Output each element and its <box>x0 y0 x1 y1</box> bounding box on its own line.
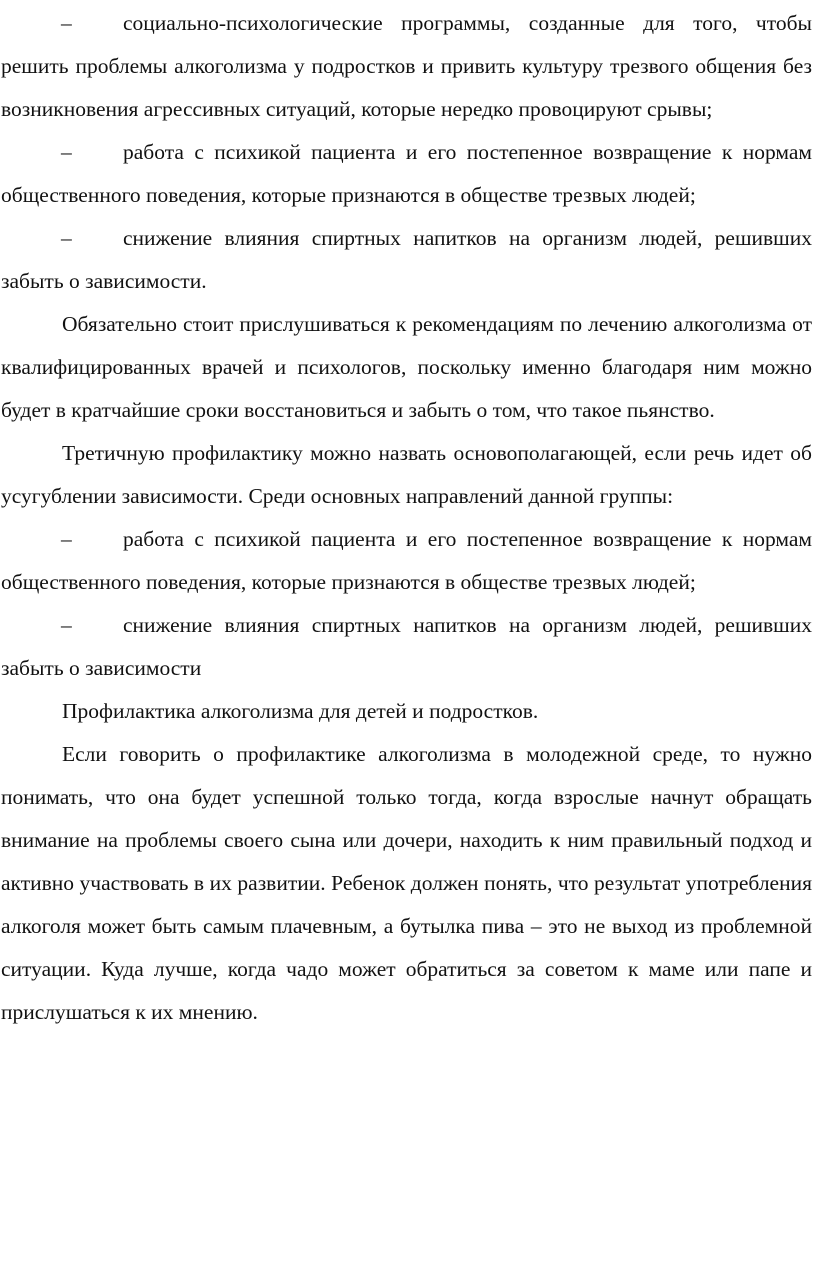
bullet-text: снижение влияния спиртных напитков на организм людей, решивших забыть о зависимости. <box>1 226 812 293</box>
bullet-item <box>1 217 812 303</box>
bullet-item <box>1 518 812 604</box>
bullet-text: работа с психикой пациента и его постепенное возвращение к нормам общественного поведения, которые признаются в обществе трезвых людей; <box>1 527 812 594</box>
bullet-item <box>1 604 812 690</box>
bullet-dash: – <box>61 140 72 164</box>
bullet-dash: – <box>61 226 72 250</box>
bullet-text: социально-психологические программы, созданные для того, чтобы решить проблемы алкоголизма у подростков и привить культуру трезвого общения без возникновения агрессивных ситуаций, которые нередко провоцируют срывы; <box>1 11 812 121</box>
body-paragraph: Обязательно стоит прислушиваться к рекомендациям по лечению алкоголизма от квалифицированных врачей и психологов, поскольку именно благодаря ним можно будет в кратчайшие сроки восстановиться и забыть о том, что такое пьянство. <box>1 312 812 422</box>
section-heading: Профилактика алкоголизма для детей и подростков. <box>62 699 539 723</box>
bullet-item <box>1 2 812 131</box>
bullet-dash: – <box>61 527 72 551</box>
bullet-dash: – <box>61 613 72 637</box>
bullet-dash: – <box>61 11 72 35</box>
bullet-text: снижение влияния спиртных напитков на организм людей, решивших забыть о зависимости <box>1 613 812 680</box>
bullet-item <box>1 131 812 217</box>
body-paragraph: Если говорить о профилактике алкоголизма в молодежной среде, то нужно понимать, что она будет успешной только тогда, когда взрослые начнут обращать внимание на проблемы своего сына или дочери, находить к ним правильный подход и активно участвовать в их развитии. Ребенок должен понять, что результат употребления алкоголя может быть самым плачевным, а бутылка пива – это не выход из проблемной ситуации. Куда лучше, когда чадо может обратиться за советом к маме или папе и прислушаться к их мнению. <box>1 742 812 1024</box>
body-paragraph: Третичную профилактику можно назвать основополагающей, если речь идет об усугублении зависимости. Среди основных направлений данной группы: <box>1 441 812 508</box>
bullet-text: работа с психикой пациента и его постепенное возвращение к нормам общественного поведения, которые признаются в обществе трезвых людей; <box>1 140 812 207</box>
